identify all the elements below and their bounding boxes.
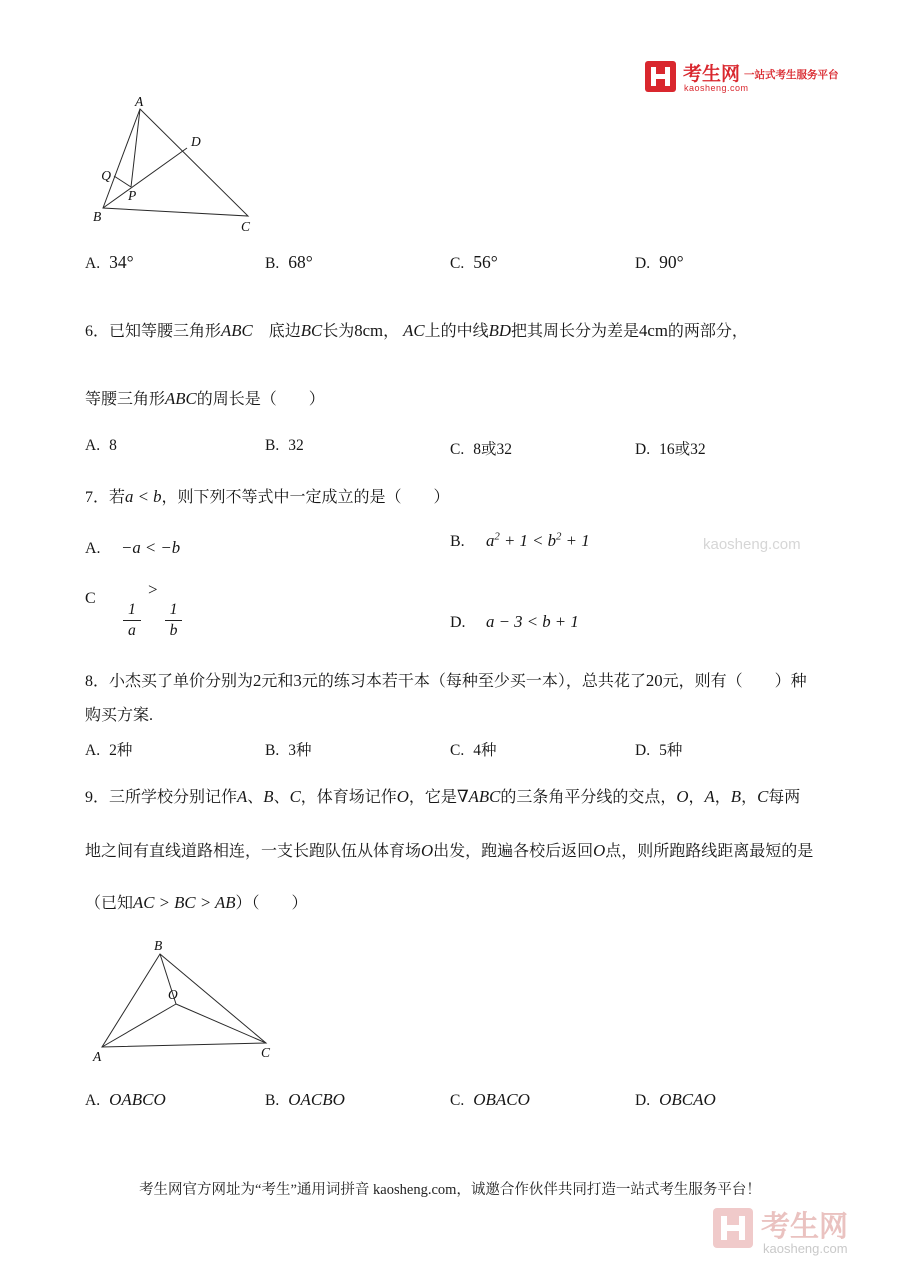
footer-text: 考生网官方网址为“考生”通用词拼音 kaosheng.com，诚邀合作伙伴共同打造一站式考生服务平台！ [139,1182,761,1198]
q6-option-a-value: 8 [109,437,117,454]
q7-option-d-label: D. [450,614,466,631]
watermark-domain-text: kaosheng.com [763,1241,848,1256]
fig1-label-p: P [128,188,137,203]
q8-option-c [450,738,496,760]
q5-option-d [635,252,684,273]
q9-stem-line3: （已知AC > BC > AB）（ ） [85,893,308,912]
q8-option-b-label: B. [265,742,280,759]
q7-option-c-formula: $\frac{1}{a}$ > $\frac{1}{b}$ [121,590,184,607]
triangle-abc-outline [103,109,248,216]
q6-option-c-value: 8或32 [473,441,512,458]
q6-option-c-label: C. [450,441,465,458]
q8-option-b-value: 3种 [288,742,312,759]
fig2-label-o: O [168,987,178,1002]
segment-qp [114,176,131,187]
q5-option-b-value: 68° [288,252,313,272]
q6-option-d [635,437,706,459]
q5-option-a-value: 34° [109,252,134,272]
q6-option-b [265,437,304,455]
q7-option-a-label: A. [85,540,101,557]
q6-option-b-value: 32 [288,437,304,454]
q8-stem-line2: 购买方案. [85,707,154,724]
q7-option-a-formula: −a < −b [121,538,181,557]
q7-option-c [85,580,184,640]
q9-options-row [85,1090,830,1116]
q8-stem-line1: 8．小杰买了单价分别为2元和3元的练习本若干本（每种至少买一本），总共花了20元，则有（ ）种 [85,671,807,690]
fig2-label-b: B [154,938,163,953]
q5-options-row [85,252,830,278]
q7-option-d [450,612,579,632]
q8-option-a-label: A. [85,742,101,759]
q8-option-d [635,738,682,760]
q8-option-c-label: C. [450,742,465,759]
q5-option-a [85,252,134,273]
q9-option-a-value: OABCO [109,1090,166,1109]
q9-option-a-label: A. [85,1092,101,1109]
q7-option-c-label: C [85,590,96,607]
logo-brand-text: 考生网 [683,64,741,85]
kaosheng-logo-icon [645,61,676,92]
q8-option-d-label: D. [635,742,651,759]
q5-option-b-label: B. [265,255,280,272]
q9-option-d-value: OBCAO [659,1090,716,1109]
q6-options-row [85,437,830,463]
q8-option-a-value: 2种 [109,742,133,759]
q6-option-a-label: A. [85,437,101,454]
kaosheng-watermark-icon [713,1208,753,1248]
q7-stem: 7．若a < b，则下列不等式中一定成立的是（ ） [85,487,450,506]
q5-option-c-label: C. [450,255,465,272]
q6-option-c [450,437,512,459]
q6-stem-line1: 6．已知等腰三角形ABC 底边BC长为8cm， AC上的中线BD把其周长分为差是4cm的两部分， [85,321,748,340]
q9-option-b-label: B. [265,1092,280,1109]
segment-oa [102,1004,176,1047]
q8-options-row [85,738,830,764]
q6-option-a [85,437,117,455]
fig2-label-a: A [93,1049,102,1064]
q9-stem-line1: 9．三所学校分别记作A、B、C，体育场记作O，它是∇ABC的三条角平分线的交点，O，A，B，C每两 [85,787,801,806]
fig1-label-b: B [93,209,102,224]
q7-option-a [85,538,180,558]
q8-option-c-value: 4种 [473,742,497,759]
q5-option-b [265,252,313,273]
segment-bd [103,148,187,208]
q8-option-b [265,738,311,760]
site-logo [645,58,845,102]
q7-option-b [450,531,590,551]
q9-option-d [635,1090,716,1110]
watermark-mid-text: kaosheng.com [703,536,801,553]
fig1-label-c: C [241,219,251,234]
q8-option-d-value: 5种 [659,742,683,759]
q7-option-b-formula: $a^2 + 1 < b^2 + 1$ [486,530,590,550]
q9-option-c-value: OBACO [473,1090,530,1109]
q5-option-c-value: 56° [473,252,498,272]
q8-option-a [85,738,132,760]
q7-option-d-formula: a − 3 < b + 1 [486,612,579,631]
fig1-label-d: D [191,134,201,149]
q5-option-d-value: 90° [659,252,684,272]
q5-option-a-label: A. [85,255,101,272]
triangle-figure-q5 [85,95,280,240]
q9-option-c-label: C. [450,1092,465,1109]
fig1-label-q: Q [101,168,111,183]
q9-option-b-value: OACBO [288,1090,345,1109]
q9-option-a [85,1090,166,1110]
q5-option-d-label: D. [635,255,651,272]
q6-option-d-label: D. [635,441,651,458]
watermark-brand-text: 考生网 [761,1211,849,1243]
fig1-label-a: A [135,95,144,109]
watermark-bottom-right [713,1204,883,1260]
q5-option-c [450,252,498,273]
logo-tagline-text: 一站式考生服务平台 [744,69,839,81]
triangle-figure-q9 [88,938,293,1070]
q9-option-b [265,1090,345,1110]
logo-domain-text: kaosheng.com [684,83,749,93]
q9-option-c [450,1090,530,1110]
segment-oc [176,1004,266,1043]
q9-stem-line2: 地之间有直线道路相连，一支长跑队伍从体育场O出发，跑遍各校后返回O点，则所跑路线距离最短的是 [85,841,814,860]
q6-stem-line2: 等腰三角形ABC的周长是（ ） [85,389,325,408]
q6-option-d-value: 16或32 [659,441,706,458]
q9-option-d-label: D. [635,1092,651,1109]
fig2-label-c: C [261,1045,271,1060]
q7-option-b-label: B. [450,533,465,550]
q6-option-b-label: B. [265,437,280,454]
